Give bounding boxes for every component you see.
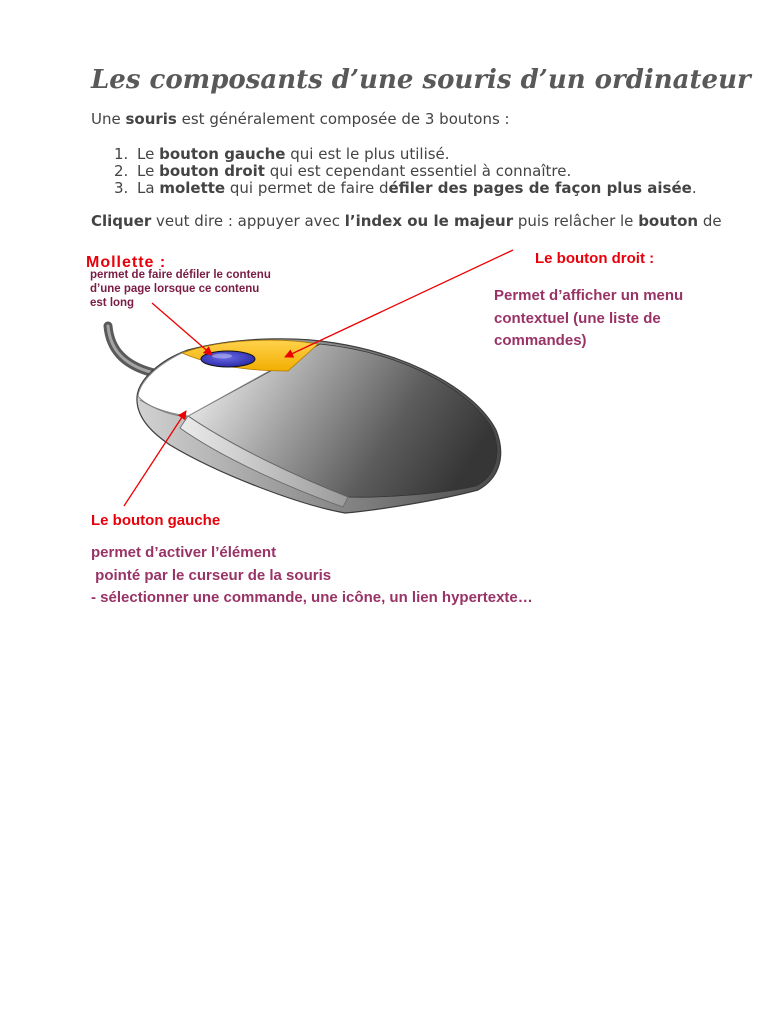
text-part: La: [137, 179, 160, 197]
text-part: qui est cependant essentiel à connaître.: [264, 162, 572, 180]
intro-text: est généralement composée de 3 boutons :: [176, 110, 510, 128]
text-part-bold: l’index ou le majeur: [344, 213, 514, 230]
arrow-right-button: [285, 250, 513, 357]
text-part: puis relâcher le: [513, 213, 639, 230]
mollette-description: [90, 268, 271, 310]
text-part: .: [691, 179, 697, 197]
description-line: d’une page lorsque ce contenu: [90, 283, 260, 295]
text-part: Le: [137, 145, 160, 163]
description-line: permet de faire défiler le contenu: [90, 269, 271, 281]
text-part: qui permet de faire d: [225, 179, 389, 197]
description-line: - sélectionner une commande, une icône, un lien hypertexte…: [91, 589, 533, 606]
text-part-bold: bouton gauche: [159, 145, 286, 163]
intro-text: Une: [91, 110, 126, 128]
text-part: de: [698, 213, 722, 230]
description-line: Permet d’afficher un menu: [494, 287, 684, 304]
list-number: 1.: [114, 145, 129, 163]
left-button-label: Le bouton gauche: [91, 512, 221, 529]
mollette-label: Mollette :: [86, 254, 167, 271]
text-part-bold: molette: [159, 179, 226, 197]
button-list: [114, 146, 754, 197]
intro-keyword: souris: [125, 110, 177, 128]
text-part-bold: bouton: [638, 213, 699, 230]
list-item-text: [137, 163, 571, 180]
right-button-label: Le bouton droit :: [535, 250, 655, 267]
description-line: commandes): [494, 332, 587, 349]
list-number: 3.: [114, 179, 129, 197]
scroll-wheel: [201, 351, 255, 367]
intro-paragraph: [91, 111, 510, 128]
list-item-text: [137, 180, 697, 197]
list-item-text: [137, 146, 450, 163]
list-item: [114, 163, 754, 180]
description-line: pointé par le curseur de la souris: [91, 566, 332, 584]
description-line: permet d’activer l’élément: [91, 544, 277, 561]
list-item: [114, 180, 754, 197]
text-part: veut dire : appuyer avec: [151, 213, 345, 230]
text-part-bold: Cliquer: [91, 213, 152, 230]
description-line: contextuel (une liste de: [494, 309, 661, 327]
list-item: [114, 146, 754, 163]
text-part-bold: éfiler des pages de façon plus aisée: [388, 179, 692, 197]
text-part: Le: [137, 162, 160, 180]
page-title: Les composants d’une souris d’un ordinateur: [91, 65, 751, 95]
text-part: qui est le plus utilisé.: [285, 145, 450, 163]
left-button-description: [91, 542, 533, 610]
mouse-cable: [108, 326, 158, 374]
right-button-description: [494, 285, 683, 353]
description-line: est long: [90, 297, 135, 309]
arrow-mollette: [152, 303, 212, 355]
click-definition: [91, 213, 768, 230]
text-part-bold: bouton droit: [159, 162, 265, 180]
list-number: 2.: [114, 162, 129, 180]
